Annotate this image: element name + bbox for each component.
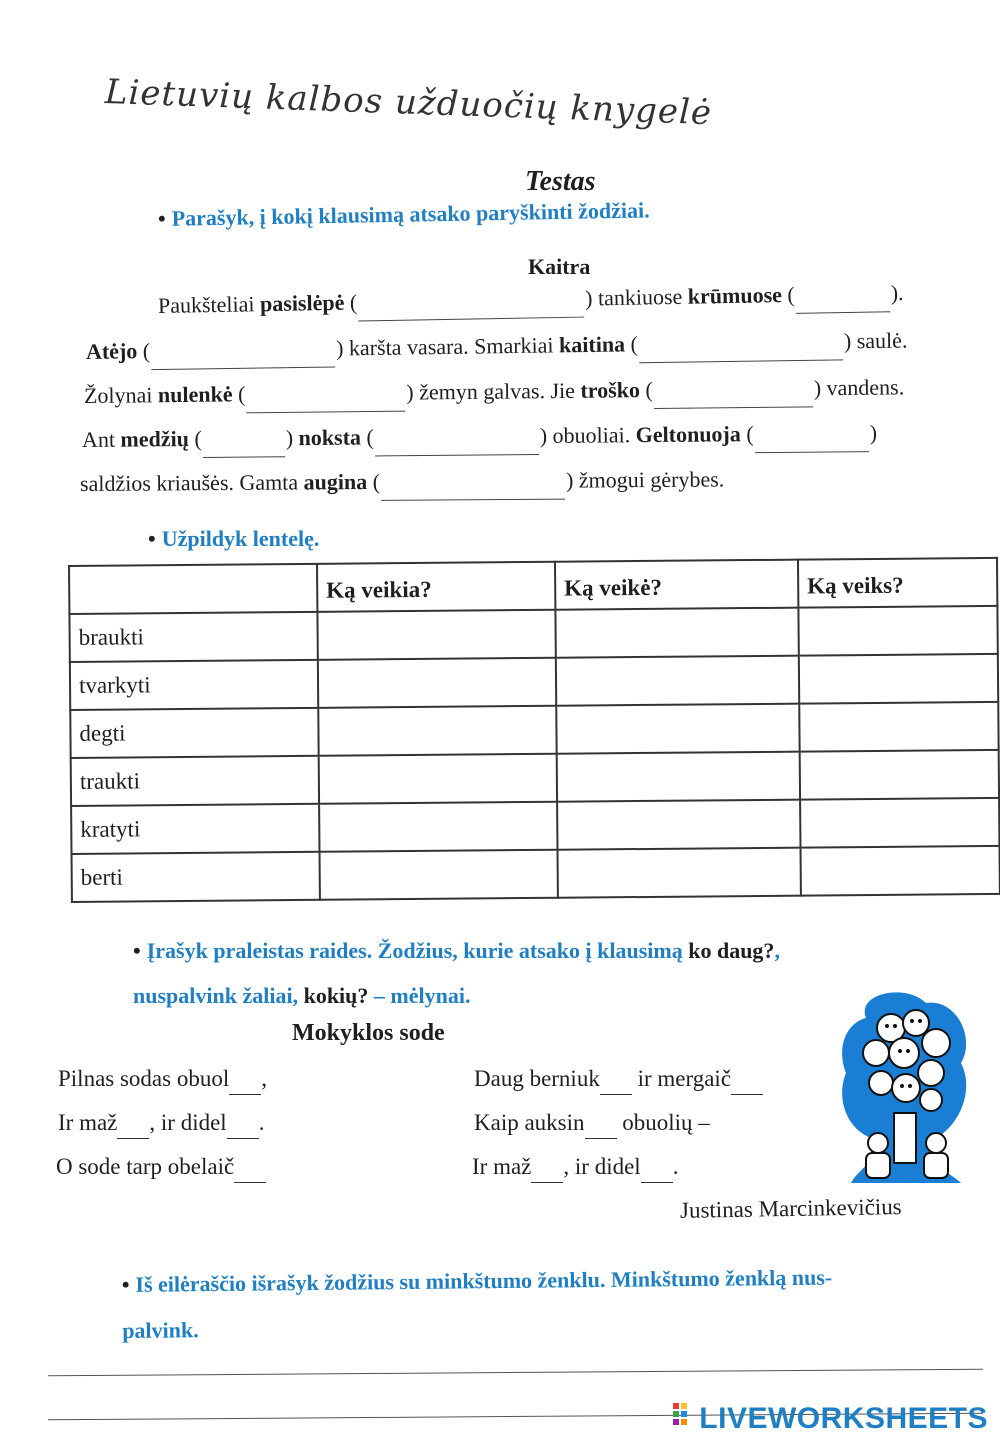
answer-blank-noksta[interactable] bbox=[375, 420, 539, 456]
table-row bbox=[70, 702, 998, 758]
letter-blank[interactable] bbox=[229, 1068, 261, 1095]
answer-input[interactable] bbox=[557, 706, 798, 752]
text: ) žemyn galvas. Jie bbox=[406, 377, 581, 405]
poem-left-line-2 bbox=[58, 1110, 264, 1139]
answer-cell[interactable] bbox=[317, 610, 555, 660]
paragraph-line-4 bbox=[82, 411, 877, 462]
text: Paukšteliai bbox=[157, 291, 261, 318]
apple-eye bbox=[893, 1024, 897, 1028]
answer-input[interactable] bbox=[319, 708, 555, 754]
answer-cell[interactable] bbox=[555, 608, 798, 658]
table-row bbox=[69, 606, 997, 662]
text: O sode tarp obelaič bbox=[56, 1154, 235, 1179]
logo-square bbox=[673, 1403, 679, 1409]
logo-square bbox=[681, 1411, 687, 1417]
letter-blank[interactable] bbox=[227, 1112, 259, 1139]
poem-left-line-3 bbox=[56, 1154, 266, 1183]
answer-cell[interactable] bbox=[556, 656, 799, 706]
apple-eye bbox=[900, 1084, 904, 1088]
answer-cell[interactable] bbox=[799, 654, 998, 704]
answer-blank-nulenke[interactable] bbox=[246, 377, 405, 414]
apple-shape bbox=[922, 1029, 950, 1057]
test-title: Testas bbox=[525, 166, 596, 197]
answer-input[interactable] bbox=[318, 612, 554, 658]
bullet: • bbox=[157, 205, 166, 231]
bold-word-krumuose: krūmuose bbox=[687, 282, 783, 309]
answer-blank-medziu[interactable] bbox=[203, 422, 285, 458]
child-head bbox=[868, 1133, 888, 1153]
poem-right-line-1 bbox=[474, 1066, 763, 1095]
bold-word-nulenke: nulenkė bbox=[157, 381, 233, 408]
text: , bbox=[774, 938, 780, 963]
answer-cell[interactable] bbox=[320, 850, 558, 900]
verb-cell: braukti bbox=[69, 612, 317, 662]
apple-eye bbox=[898, 1049, 902, 1053]
task2-instruction bbox=[148, 526, 319, 552]
answer-input[interactable] bbox=[801, 800, 998, 846]
text: ) žmogui gėrybes. bbox=[565, 466, 725, 493]
answer-blank-kaitina[interactable] bbox=[639, 325, 843, 363]
table-row bbox=[70, 654, 998, 710]
answer-blank-geltonuoja[interactable] bbox=[755, 417, 869, 453]
text: , ir didel bbox=[149, 1110, 227, 1135]
bullet: • bbox=[133, 938, 141, 963]
answer-cell[interactable] bbox=[319, 802, 557, 852]
bullet: • bbox=[121, 1271, 130, 1298]
apple-shape bbox=[869, 1071, 893, 1095]
table-row bbox=[72, 846, 1000, 902]
paren: ( bbox=[188, 425, 202, 452]
paren: ( bbox=[232, 381, 246, 407]
task3-instruction bbox=[133, 928, 953, 1018]
paren: ). bbox=[890, 279, 904, 306]
table-header-row bbox=[69, 558, 997, 614]
apple-eye bbox=[906, 1049, 910, 1053]
answer-cell[interactable] bbox=[319, 754, 557, 804]
poem-right-line-3 bbox=[472, 1154, 678, 1183]
answer-input[interactable] bbox=[320, 804, 556, 850]
text: Iš eilėraščio išrašyk žodžius su minkštumo ženklu. Minkštumo ženklą nus- bbox=[135, 1264, 833, 1297]
table-header-ka-veiks: Ką veiks? bbox=[798, 558, 997, 608]
bold-word-geltonuoja: Geltonuoja bbox=[635, 421, 741, 448]
text: Pilnas sodas obuol bbox=[58, 1066, 230, 1091]
answer-input[interactable] bbox=[558, 754, 799, 800]
logo-text: LIVEWORKSHEETS bbox=[699, 1402, 988, 1435]
poem-title: Mokyklos sode bbox=[292, 1020, 445, 1046]
verb-cell: traukti bbox=[71, 756, 319, 806]
answer-cell[interactable] bbox=[556, 704, 799, 754]
text: saldžios kriaušės. Gamta bbox=[79, 469, 304, 496]
answer-input[interactable] bbox=[559, 850, 800, 896]
poem-right-line-2 bbox=[474, 1110, 710, 1139]
paren: ( bbox=[624, 331, 639, 357]
task1-instruction-text: Parašyk, į kokį klausimą atsako paryškinti žodžiai. bbox=[171, 197, 650, 231]
bold-word-pasislepe: pasislėpė bbox=[259, 289, 345, 317]
paren: ( bbox=[781, 281, 795, 308]
text: ir mergaič bbox=[631, 1066, 732, 1091]
header-title: Lietuvių kalbos užduočių knygelė bbox=[104, 72, 713, 134]
bold-word-kaitina: kaitina bbox=[558, 331, 626, 358]
paragraph-line-3 bbox=[84, 365, 905, 418]
answer-cell[interactable] bbox=[557, 752, 800, 802]
task1-instruction bbox=[158, 197, 650, 232]
answer-cell[interactable] bbox=[318, 658, 556, 708]
apple-eye bbox=[918, 1019, 922, 1023]
answer-input[interactable] bbox=[799, 608, 996, 654]
letter-blank[interactable] bbox=[731, 1068, 763, 1095]
apple-shape bbox=[903, 1010, 929, 1036]
apple-shape bbox=[863, 1040, 889, 1066]
apple-eye bbox=[910, 1019, 914, 1023]
answer-cell[interactable] bbox=[800, 750, 999, 800]
paren: ( bbox=[740, 421, 754, 447]
text: ) obuoliai. bbox=[539, 422, 636, 449]
text: ) karšta vasara. Smarkiai bbox=[335, 332, 560, 361]
text: ) vandens. bbox=[813, 374, 905, 401]
keyword-kokiu: kokių? bbox=[303, 983, 369, 1008]
text: palvink. bbox=[122, 1317, 199, 1343]
answer-blank-trosko[interactable] bbox=[654, 372, 813, 409]
bold-word-medziu: medžių bbox=[120, 426, 190, 452]
text: Ir maž bbox=[58, 1110, 118, 1135]
text: Ir maž bbox=[472, 1154, 532, 1179]
verb-cell: berti bbox=[72, 852, 320, 902]
answer-input[interactable] bbox=[800, 704, 997, 750]
letter-blank[interactable] bbox=[641, 1156, 673, 1183]
paren: ( bbox=[639, 377, 653, 403]
answer-cell[interactable] bbox=[800, 798, 999, 848]
answer-input[interactable] bbox=[801, 752, 998, 798]
text: , bbox=[261, 1066, 267, 1091]
verb-cell: tvarkyti bbox=[70, 660, 318, 710]
bullet: • bbox=[148, 526, 156, 551]
paren: ( bbox=[360, 424, 374, 450]
poem-left-line-1 bbox=[58, 1066, 267, 1095]
answer-blank-pasislepe[interactable] bbox=[358, 283, 585, 322]
task4-instruction bbox=[122, 1253, 983, 1354]
answer-cell[interactable] bbox=[318, 706, 556, 756]
table-header-empty bbox=[69, 564, 317, 614]
bold-word-trosko: troško bbox=[580, 377, 641, 403]
bold-word-augina: augina bbox=[303, 468, 368, 495]
apple-shape bbox=[889, 1038, 919, 1068]
answer-cell[interactable] bbox=[800, 846, 999, 896]
text: Įrašyk praleistas raides. Žodžius, kurie atsako į klausimą bbox=[146, 938, 689, 963]
logo-square bbox=[673, 1411, 679, 1417]
text: nuspalvink žaliai, bbox=[133, 983, 304, 1008]
table-header-ka-veikia: Ką veikia? bbox=[317, 562, 555, 612]
table-header-ka-veike: Ką veikė? bbox=[555, 560, 798, 610]
apple-tree-illustration bbox=[836, 988, 971, 1188]
verb-cell: kratyti bbox=[71, 804, 319, 854]
table-row bbox=[71, 798, 999, 854]
letter-blank[interactable] bbox=[600, 1068, 632, 1095]
answer-line[interactable] bbox=[48, 1369, 983, 1377]
answer-cell[interactable] bbox=[558, 848, 801, 898]
story-title: Kaitra bbox=[528, 254, 591, 279]
answer-input[interactable] bbox=[802, 848, 999, 894]
letter-blank[interactable] bbox=[234, 1156, 266, 1183]
paren: ( bbox=[137, 338, 151, 364]
tree-trunk bbox=[894, 1113, 916, 1163]
answer-cell[interactable] bbox=[799, 702, 998, 752]
keyword-ko-daug: ko daug? bbox=[688, 938, 775, 963]
answer-cell[interactable] bbox=[798, 606, 997, 656]
apple-eye bbox=[908, 1084, 912, 1088]
text: Žolynai bbox=[83, 382, 159, 408]
answer-blank-krumuose[interactable] bbox=[795, 277, 890, 314]
letter-blank[interactable] bbox=[531, 1156, 563, 1183]
answer-blank-atejo[interactable] bbox=[151, 333, 335, 371]
answer-input[interactable] bbox=[319, 660, 555, 706]
text: Daug berniuk bbox=[474, 1066, 600, 1091]
answer-input[interactable] bbox=[320, 756, 556, 802]
text: ) bbox=[285, 425, 299, 451]
answer-input[interactable] bbox=[558, 802, 799, 848]
answer-input[interactable] bbox=[321, 852, 557, 898]
bold-word-noksta: noksta bbox=[298, 424, 362, 451]
text: . bbox=[672, 1154, 679, 1179]
answer-blank-augina[interactable] bbox=[381, 465, 565, 501]
text: – mėlynai. bbox=[368, 983, 471, 1008]
liveworksheets-logo bbox=[673, 1402, 988, 1436]
apple-shape bbox=[918, 1060, 944, 1086]
answer-input[interactable] bbox=[556, 610, 797, 656]
text: Ant bbox=[81, 426, 121, 452]
task2-instruction-text: Užpildyk lentelę. bbox=[161, 526, 320, 551]
child-body bbox=[866, 1153, 890, 1178]
apple-shape bbox=[892, 1074, 920, 1102]
liveworksheets-icon bbox=[673, 1403, 695, 1431]
text: Kaip auksin bbox=[474, 1110, 585, 1135]
answer-input[interactable] bbox=[557, 658, 798, 704]
apple-shape bbox=[920, 1089, 942, 1111]
text: . bbox=[258, 1110, 265, 1135]
answer-input[interactable] bbox=[800, 656, 997, 702]
text: ) tankiuose bbox=[584, 283, 689, 311]
logo-square bbox=[673, 1419, 679, 1425]
paren: ( bbox=[344, 289, 358, 315]
paragraph-line-5 bbox=[80, 458, 725, 506]
letter-blank[interactable] bbox=[117, 1112, 149, 1139]
poem-author: Justinas Marcinkevičius bbox=[679, 1194, 902, 1223]
bold-word-atejo: Atėjo bbox=[85, 338, 138, 364]
apple-eye bbox=[885, 1024, 889, 1028]
paren: ) bbox=[869, 420, 878, 446]
child-body bbox=[924, 1153, 948, 1178]
logo-square bbox=[681, 1419, 687, 1425]
paren: ( bbox=[367, 468, 381, 494]
table-row bbox=[71, 750, 999, 806]
verb-cell: degti bbox=[70, 708, 318, 758]
logo-square bbox=[681, 1403, 687, 1409]
verb-table bbox=[68, 557, 1000, 903]
text: , ir didel bbox=[563, 1154, 641, 1179]
letter-blank[interactable] bbox=[585, 1112, 617, 1139]
child-head bbox=[926, 1133, 946, 1153]
text: obuolių – bbox=[616, 1110, 710, 1135]
answer-cell[interactable] bbox=[557, 800, 800, 850]
text: ) saulė. bbox=[843, 327, 908, 354]
